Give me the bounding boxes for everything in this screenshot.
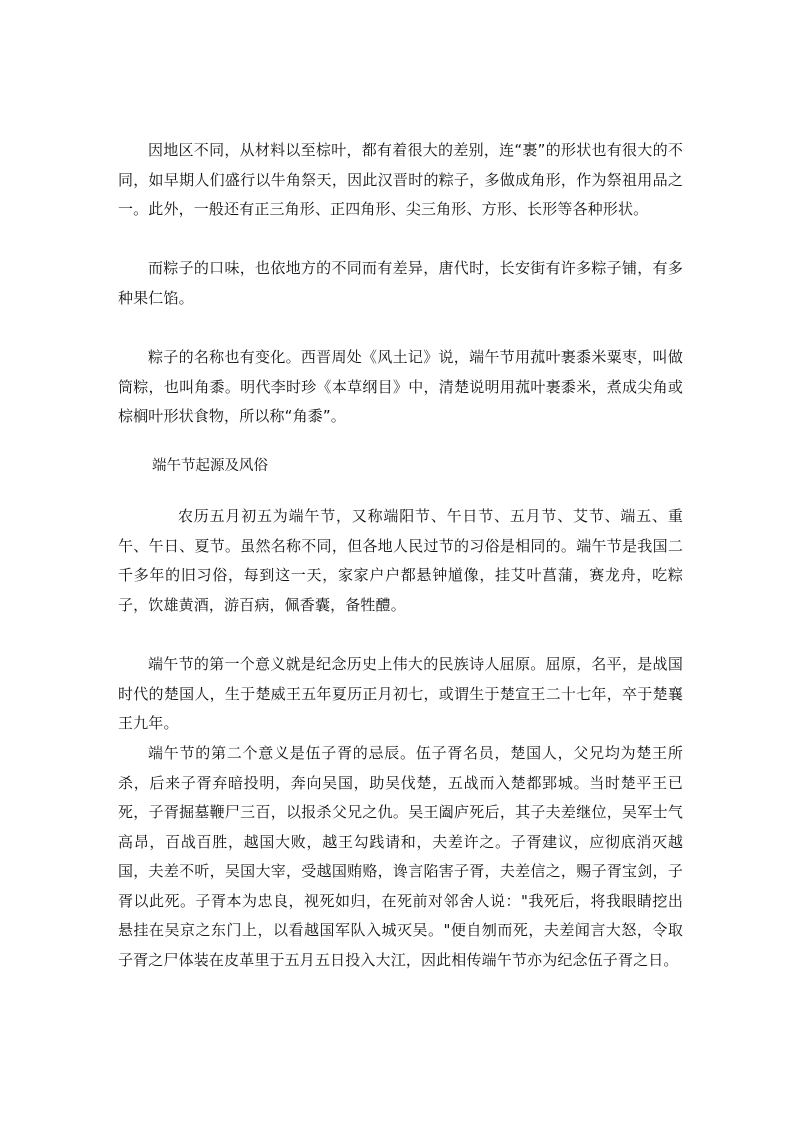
paragraph-zongzi-flavors: 而粽子的口味，也依地方的不同而有差异，唐代时，长安街有许多粽子铺，有多种果仁馅。 <box>118 259 683 307</box>
paragraph-festival-customs: 农历五月初五为端午节，又称端阳节、午日节、五月节、艾节、端五、重午、午日、夏节。虽然名称不同，但各地人民过节的习俗是相同的。端午节是我国二千多年的旧习俗，每到这一天，家家户户都悬钟馗像，挂艾叶菖蒲，赛龙舟，吃粽子，饮雄黄酒，游百病，佩香囊，备牲醴。 <box>118 507 683 614</box>
section-heading: 端午节起源及风俗 <box>152 458 268 474</box>
paragraph-wu-zixu: 端午节的第二个意义是伍子胥的忌辰。伍子胥名员，楚国人，父兄均为楚王所杀，后来子胥弃暗投明，奔向吴国，助吴伐楚，五战而入楚都郢城。当时楚平王已死，子胥掘墓鞭尸三百，以报杀父兄之仇。吴王阖庐死后，其子夫差继位，吴军士气高昂，百战百胜，越国大败，越王勾践请和，夫差许之。子胥建议，应彻底消灭越国，夫差不听，吴国大宰，受越国贿赂，谗言陷害子胥，夫差信之，赐子胥宝剑，子胥以此死。子胥本为忠良，视死如归，在死前对邻舍人说："我死后，将我眼睛挖出悬挂在吴京之东门上，以看越国军队入城灭吴。"便自刎而死，夫差闻言大怒，令取子胥之尸体装在皮革里于五月五日投入大江，因此相传端午节亦为纪念伍子胥之日。 <box>118 744 683 969</box>
paragraph-qu-yuan: 端午节的第一个意义就是纪念历史上伟大的民族诗人屈原。屈原，名平，是战国时代的楚国人，生于楚威王五年夏历正月初七，或谓生于楚宣王二十七年，卒于楚襄王九年。 <box>118 655 683 732</box>
paragraph-zongzi-shapes: 因地区不同，从材料以至棕叶，都有着很大的差别，连“裹”的形状也有很大的不同，如早期人们盛行以牛角祭天，因此汉晋时的粽子，多做成角形，作为祭祖用品之一。此外，一般还有正三角形、正四角形、尖三角形、方形、长形等各种形状。 <box>118 141 683 218</box>
paragraph-zongzi-names: 粽子的名称也有变化。西晋周处《风土记》说，端午节用菰叶裹黍米粟枣，叫做筒粽，也叫角黍。明代李时珍《本草纲目》中，清楚说明用菰叶裹黍米，煮成尖角或棕榈叶形状食物，所以称“角黍”。 <box>118 348 683 425</box>
